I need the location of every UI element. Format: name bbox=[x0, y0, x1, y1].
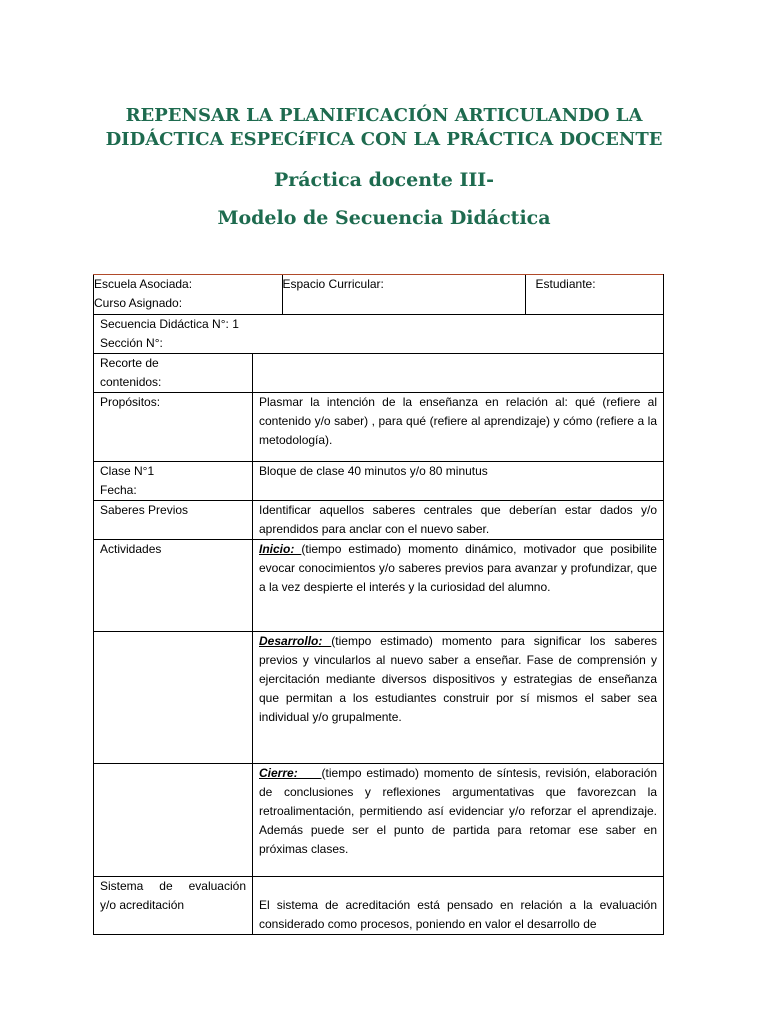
inicio-text: (tiempo estimado) momento dinámico, motivador que posibilite evocar conocimientos y/o saberes previos para avanzar y profundizar, que a la vez despierte el interés y la curiosidad del alumno. bbox=[259, 542, 657, 594]
cierre-label: Cierre: bbox=[259, 766, 322, 780]
table-row-recorte bbox=[94, 354, 664, 393]
clase-text: Bloque de clase 40 minutos y/o 80 minutus bbox=[253, 462, 664, 501]
propositos-text: Plasmar la intención de la enseñanza en relación al: qué (refiere al contenido y/o saber) , para qué (refiere al aprendizaje) y cómo (refiere a la metodología). bbox=[253, 393, 664, 462]
espacio-label: Espacio Curricular: bbox=[282, 277, 384, 291]
clase-label-cell bbox=[94, 462, 253, 501]
recorte-label-line1: Recorte de bbox=[100, 356, 159, 370]
sistema-label-line1: Sistema de evaluación bbox=[100, 879, 246, 893]
sistema-text: El sistema de acreditación está pensado en relación a la evaluación considerado como procesos, poniendo en valor el desarrollo de bbox=[253, 877, 664, 935]
table-row-sistema bbox=[94, 877, 664, 935]
secuencia-label: Secuencia Didáctica N°: 1 bbox=[100, 317, 239, 331]
estudiante-label: Estudiante: bbox=[535, 277, 596, 291]
fecha-label: Fecha: bbox=[100, 483, 137, 497]
table-row-desarrollo bbox=[94, 632, 664, 764]
sequence-table bbox=[93, 274, 664, 935]
espacio-cell bbox=[282, 275, 525, 314]
header-cells bbox=[94, 275, 664, 315]
curso-label: Curso Asignado: bbox=[94, 296, 183, 310]
title-line-2: DIDÁCTICA ESPECíFICA CON LA PRÁCTICA DOCENTE bbox=[105, 129, 663, 150]
recorte-label-cell bbox=[94, 354, 253, 393]
table-row-saberes bbox=[94, 501, 664, 540]
document-title bbox=[0, 104, 768, 152]
table-row-propositos bbox=[94, 393, 664, 462]
desarrollo-text: (tiempo estimado) momento para significar los saberes previos y vincularlos al nuevo saber a enseñar. Fase de comprensión y ejercitación mediante diversos dispositivos y estrategias de enseñanza que permitan a los estudiantes construir por sí mismos el saber sea individual y/o grupalmente. bbox=[259, 634, 658, 724]
actividades-label: Actividades bbox=[94, 540, 253, 632]
desarrollo-empty-cell bbox=[94, 632, 253, 764]
inicio-cell bbox=[253, 540, 664, 632]
clase-label: Clase N°1 bbox=[100, 464, 155, 478]
title-line-1: REPENSAR LA PLANIFICACIÓN ARTICULANDO LA bbox=[125, 105, 643, 126]
cierre-text: (tiempo estimado) momento de síntesis, revisión, elaboración de conclusiones y reflexiones argumentativas que favorezcan la retroalimentación, permitiendo así evidenciar y/o reforzar el aprendizaje. Además puede ser el punto de partida para retomar ese saber en próximas clases. bbox=[259, 766, 657, 856]
escuela-label: Escuela Asociada: bbox=[94, 277, 193, 291]
sistema-label-cell bbox=[94, 877, 253, 935]
table-row-inicio bbox=[94, 540, 664, 632]
model-title: Modelo de Secuencia Didáctica bbox=[217, 207, 551, 229]
table-row-clase bbox=[94, 462, 664, 501]
recorte-label-line2: contenidos: bbox=[100, 375, 162, 389]
cierre-empty-cell bbox=[94, 764, 253, 877]
table-row-header bbox=[94, 275, 664, 315]
inicio-label: Inicio: bbox=[259, 542, 302, 556]
recorte-value-cell bbox=[253, 354, 664, 393]
sistema-label-line2: y/o acreditación bbox=[100, 898, 185, 912]
saberes-label: Saberes Previos bbox=[94, 501, 253, 540]
table-row-cierre bbox=[94, 764, 664, 877]
secuencia-cell bbox=[94, 315, 664, 354]
cierre-cell bbox=[253, 764, 664, 877]
desarrollo-cell bbox=[253, 632, 664, 764]
table-row-secuencia bbox=[94, 315, 664, 354]
subtitle: Práctica docente III- bbox=[273, 169, 495, 191]
desarrollo-label: Desarrollo: bbox=[259, 634, 332, 648]
estudiante-cell bbox=[525, 275, 664, 314]
propositos-label: Propósitos: bbox=[94, 393, 253, 462]
saberes-text: Identificar aquellos saberes centrales que deberían estar dados y/o aprendidos para anclar con el nuevo saber. bbox=[253, 501, 664, 540]
escuela-curso-cell bbox=[94, 275, 282, 314]
seccion-label: Sección N°: bbox=[100, 336, 163, 350]
